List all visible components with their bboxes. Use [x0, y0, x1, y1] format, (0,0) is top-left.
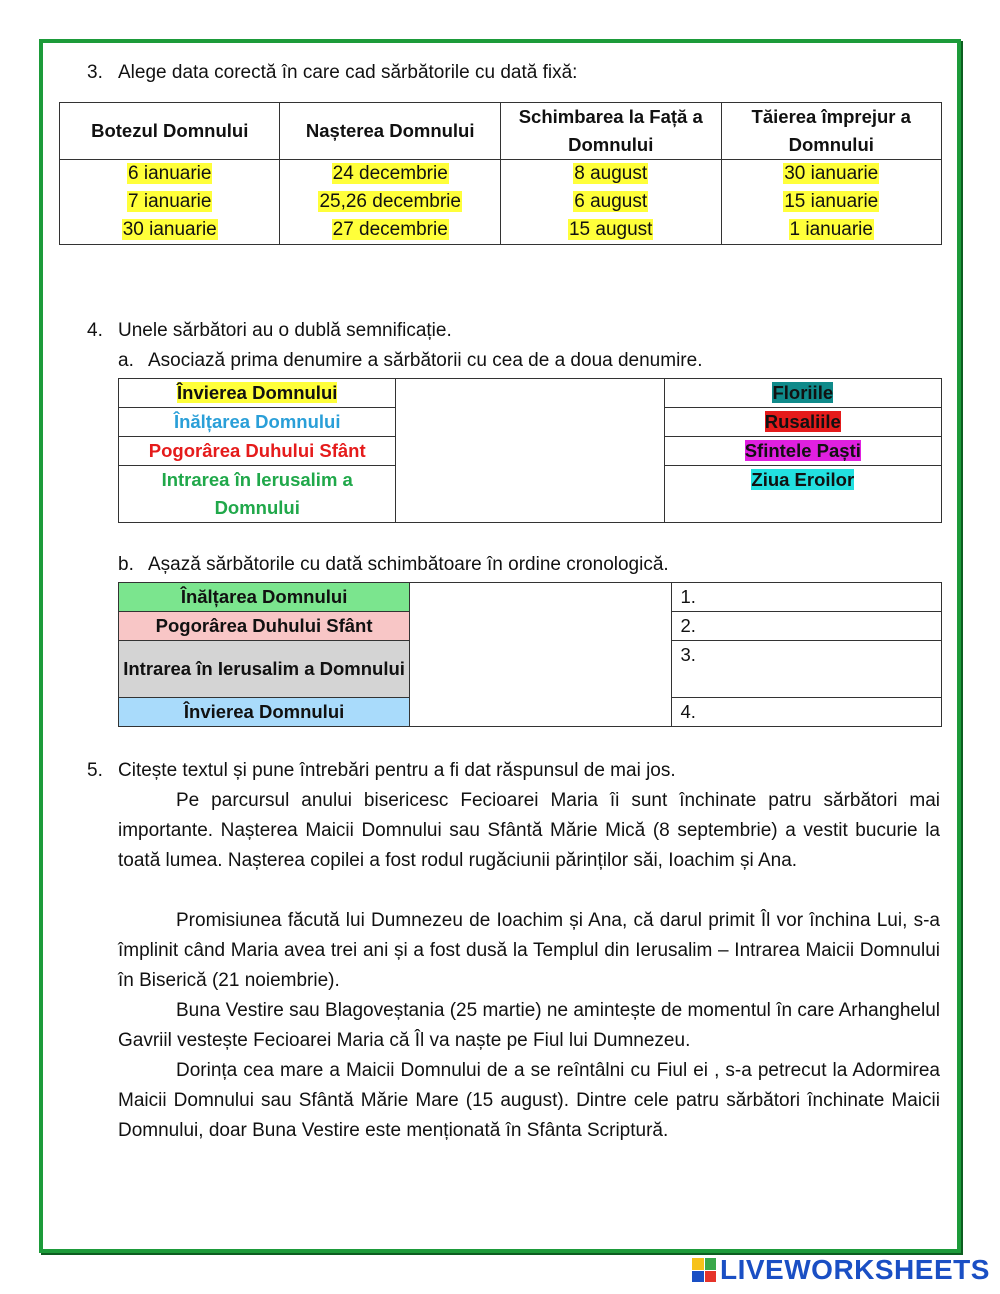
q4-number: 4. — [87, 320, 103, 341]
q3-header: Botezul Domnului — [60, 103, 280, 160]
q4a-left-cell — [119, 466, 396, 523]
q4a-left-cell — [119, 408, 396, 437]
match-left-item[interactable]: Înălțarea Domnului — [173, 411, 341, 432]
option[interactable]: 7 ianuarie — [128, 191, 212, 212]
q4a-label: a. — [118, 350, 134, 371]
option[interactable]: 30 ianuarie — [784, 163, 879, 184]
q4a-left-cell — [119, 379, 396, 408]
q5-number: 5. — [87, 760, 103, 781]
order-slot[interactable]: 3. — [672, 641, 942, 698]
q4a-left-cell — [119, 437, 396, 466]
q4b-text: Așază sărbătorile cu dată schimbătoare în ordine cronologică. — [148, 554, 669, 575]
option[interactable]: 15 ianuarie — [784, 191, 879, 212]
option[interactable]: 15 august — [568, 219, 653, 240]
order-item[interactable]: Învierea Domnului — [119, 698, 410, 727]
match-right-item[interactable]: Ziua Eroilor — [751, 469, 855, 490]
q4a-drop-area[interactable] — [396, 379, 664, 523]
q4b-order-table — [118, 582, 942, 727]
logo-icon — [692, 1258, 716, 1282]
q5-text: Citește textul și pune întrebări pentru a fi dat răspunsul de mai jos. — [118, 760, 676, 781]
order-slot[interactable]: 2. — [672, 612, 942, 641]
q5-paragraph: Dorința cea mare a Maicii Domnului de a se reîntâlni cu Fiul ei , s-a petrecut la Adormirea Maicii Domnului sau Sfântă Mărie Mare (15 august). Dintre cele patru sărbători închinate Maicii Domnului, doar Buna Vestire este menționată în Sfânta Scriptură. — [118, 1060, 940, 1141]
match-right-item[interactable]: Floriile — [772, 382, 834, 403]
option[interactable]: 30 ianuarie — [122, 219, 217, 240]
order-slot[interactable]: 1. — [672, 583, 942, 612]
order-item[interactable]: Intrarea în Ierusalim a Domnului — [119, 641, 410, 698]
q5-paragraph: Promisiunea făcută lui Dumnezeu de Ioachim și Ana, că darul primit Îl vor închina Lui, s-a împlinit când Maria avea trei ani și a fost dusă la Templul din Ierusalim – Intrarea Maicii Domnului în Biserică (21 noiembrie). — [118, 910, 940, 991]
order-item[interactable]: Pogorârea Duhului Sfânt — [119, 612, 410, 641]
option[interactable]: 6 ianuarie — [128, 163, 212, 184]
order-item[interactable]: Înălțarea Domnului — [119, 583, 410, 612]
option[interactable]: 6 august — [574, 191, 648, 212]
q4a-match-table — [118, 378, 942, 523]
order-slot[interactable]: 4. — [672, 698, 942, 727]
q3-header: Nașterea Domnului — [280, 103, 500, 160]
q3-text: Alege data corectă în care cad sărbătorile cu dată fixă: — [118, 62, 578, 83]
match-left-item[interactable]: Intrarea în Ierusalim a Domnului — [161, 469, 353, 518]
q3-options-taiere — [721, 160, 942, 245]
q4-text: Unele sărbători au o dublă semnificație. — [118, 320, 452, 341]
q4a-right-cell — [664, 408, 941, 437]
q4a-right-cell — [664, 437, 941, 466]
q4a-right-cell — [664, 466, 941, 523]
q3-options-schimbare — [500, 160, 721, 245]
q4a-right-cell — [664, 379, 941, 408]
match-left-item[interactable]: Învierea Domnului — [177, 382, 338, 403]
liveworksheets-logo — [692, 1254, 990, 1286]
match-left-item[interactable]: Pogorârea Duhului Sfânt — [148, 440, 366, 461]
option[interactable]: 8 august — [574, 163, 648, 184]
option[interactable]: 27 decembrie — [332, 219, 448, 240]
q3-options-botez — [60, 160, 280, 245]
logo-text: LIVEWORKSHEETS — [720, 1254, 990, 1285]
match-right-item[interactable]: Sfintele Paști — [744, 440, 861, 461]
q3-header: Schimbarea la Față a Domnului — [500, 103, 721, 160]
q4a-text: Asociază prima denumire a sărbătorii cu cea de a doua denumire. — [148, 350, 703, 371]
q4b-label: b. — [118, 554, 134, 575]
q5-paragraph: Pe parcursul anului bisericesc Fecioarei Maria îi sunt închinate patru sărbători mai importante. Nașterea Maicii Domnului sau Sfântă Mărie Mică (8 septembrie) a vestit bucurie la toată lumea. Nașterea copilei a fost rodul rugăciunii părinților săi, Ioachim și Ana. — [118, 790, 940, 871]
match-right-item[interactable]: Rusaliile — [764, 411, 841, 432]
q5-paragraph: Buna Vestire sau Blagoveștania (25 martie) ne amintește de momentul în care Arhanghelul Gavriil vestește Fecioarei Maria că Îl va naște pe Fiul lui Dumnezeu. — [118, 1000, 940, 1051]
option[interactable]: 1 ianuarie — [789, 219, 873, 240]
option[interactable]: 24 decembrie — [332, 163, 448, 184]
q3-number: 3. — [87, 62, 103, 83]
q4b-drop-area[interactable] — [410, 583, 672, 727]
option[interactable]: 25,26 decembrie — [319, 191, 461, 212]
q3-table — [59, 102, 942, 245]
q3-options-nastere — [280, 160, 500, 245]
q3-header: Tăierea împrejur a Domnului — [721, 103, 942, 160]
